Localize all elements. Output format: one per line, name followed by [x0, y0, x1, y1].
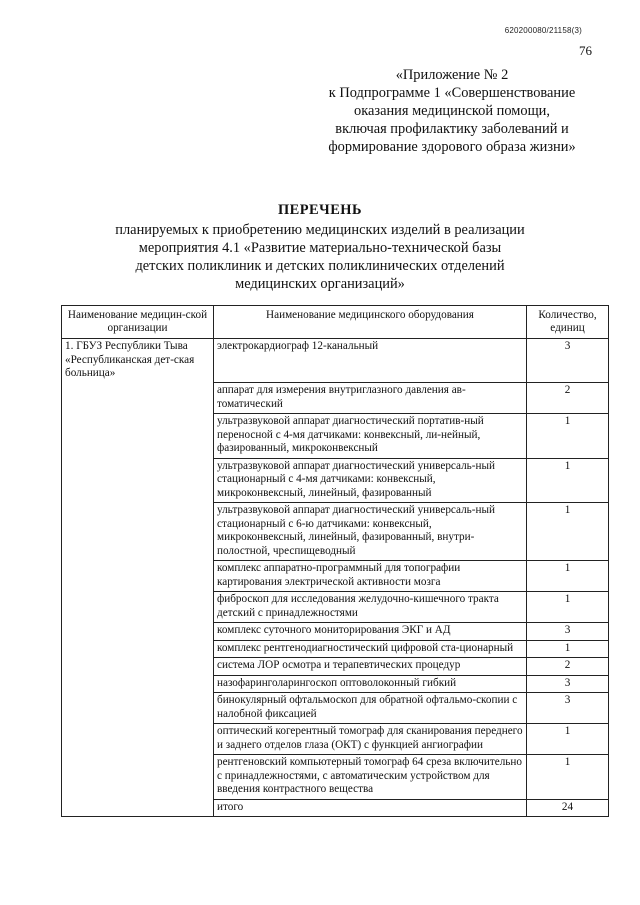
table-row	[62, 693, 609, 724]
equipment-name-cell: ультразвуковой аппарат диагностический универсаль-ный стационарный с 4-мя датчиками: конвексный, микроконвексный, линейный, фазированный	[214, 458, 527, 503]
organization-cell: 1. ГБУЗ Республики Тыва «Республиканская дет-ская больница»	[62, 339, 214, 383]
appendix-line: к Подпрограмме 1 «Совершенствование	[328, 85, 576, 101]
table-body	[62, 339, 609, 817]
equipment-name-cell: назофаринголарингоскоп оптоволоконный гибкий	[214, 675, 527, 693]
table-row	[62, 414, 609, 459]
table-row	[62, 623, 609, 641]
table-row	[62, 799, 609, 817]
organization-cell-empty	[62, 592, 214, 623]
quantity-cell: 1	[527, 592, 609, 623]
quantity-cell: 1	[527, 561, 609, 592]
equipment-name-cell: аппарат для измерения внутриглазного давления ав-томатический	[214, 383, 527, 414]
table-row	[62, 640, 609, 658]
quantity-cell: 2	[527, 383, 609, 414]
subtitle-line: мероприятия 4.1 «Развитие материально-технической базы	[138, 240, 502, 256]
organization-cell-empty	[62, 640, 214, 658]
table-row	[62, 675, 609, 693]
quantity-cell: 1	[527, 640, 609, 658]
organization-cell-empty	[62, 755, 214, 800]
appendix-line: формирование здорового образа жизни»	[328, 139, 576, 155]
document-title: ПЕРЕЧЕНЬ	[277, 202, 363, 218]
quantity-cell: 3	[527, 675, 609, 693]
organization-cell-empty	[62, 623, 214, 641]
organization-cell-empty	[62, 658, 214, 676]
equipment-name-cell: комплекс рентгенодиагностический цифровой ста-ционарный	[214, 640, 527, 658]
appendix-line: «Приложение № 2	[395, 67, 509, 83]
organization-cell-empty	[62, 503, 214, 561]
equipment-name-cell: ультразвуковой аппарат диагностический портатив-ный переносной с 4-мя датчиками: конвексный, ли-нейный, фазированный, микроконвексный	[214, 414, 527, 459]
equipment-name-cell: оптический когерентный томограф для сканирования переднего и заднего отделов глаза (ОКТ) с функцией ангиографии	[214, 724, 527, 755]
equipment-name-cell: бинокулярный офтальмоскоп для обратной офтальмо-скопии с налобной фиксацией	[214, 693, 527, 724]
equipment-name-cell: электрокардиограф 12-канальный	[214, 339, 527, 383]
quantity-cell: 3	[527, 339, 609, 383]
equipment-name-cell: комплекс суточного мониторирования ЭКГ и АД	[214, 623, 527, 641]
organization-cell-empty	[62, 799, 214, 817]
equipment-name-cell: фиброскоп для исследования желудочно-кишечного тракта детский с принадлежностями	[214, 592, 527, 623]
quantity-cell: 1	[527, 724, 609, 755]
document-id: 620200080/21158(3)	[504, 26, 582, 35]
quantity-cell: 24	[527, 799, 609, 817]
equipment-table	[61, 305, 609, 817]
organization-cell-empty	[62, 724, 214, 755]
quantity-cell: 3	[527, 623, 609, 641]
header-organization: Наименование медицин-ской организации	[62, 306, 214, 339]
subtitle-line: детских поликлиник и детских поликлинических отделений	[135, 258, 505, 274]
table-row	[62, 755, 609, 800]
quantity-cell: 1	[527, 458, 609, 503]
organization-cell-empty	[62, 414, 214, 459]
equipment-name-cell: итого	[214, 799, 527, 817]
organization-cell-empty	[62, 458, 214, 503]
document-heading	[0, 202, 640, 293]
organization-cell-empty	[62, 383, 214, 414]
equipment-name-cell: ультразвуковой аппарат диагностический универсаль-ный стационарный с 6-ю датчиками: конвексный, микроконвексный, линейный, фазированный, внутри-полостной, чреспищеводный	[214, 503, 527, 561]
organization-cell-empty	[62, 675, 214, 693]
quantity-cell: 2	[527, 658, 609, 676]
header-equipment: Наименование медицинского оборудования	[214, 306, 527, 339]
equipment-name-cell: рентгеновский компьютерный томограф 64 среза включительно с принадлежностями, с автоматическим устройством для введения контрастного вещества	[214, 755, 527, 800]
table-row	[62, 724, 609, 755]
table-row	[62, 383, 609, 414]
table-row	[62, 592, 609, 623]
subtitle-line: планируемых к приобретению медицинских изделий в реализации	[115, 222, 525, 238]
quantity-cell: 1	[527, 414, 609, 459]
table-row	[62, 561, 609, 592]
table-header-row	[62, 306, 609, 339]
appendix-line: оказания медицинской помощи,	[354, 103, 550, 119]
table-row	[62, 503, 609, 561]
organization-cell-empty	[62, 693, 214, 724]
header-quantity: Количество, единиц	[527, 306, 609, 339]
organization-cell-empty	[62, 561, 214, 592]
appendix-line: включая профилактику заболеваний и	[335, 121, 569, 137]
table-row	[62, 458, 609, 503]
quantity-cell: 1	[527, 755, 609, 800]
page-number: 76	[579, 43, 592, 58]
equipment-name-cell: комплекс аппаратно-программный для топографии картирования электрической активности мозга	[214, 561, 527, 592]
equipment-name-cell: система ЛОР осмотра и терапевтических процедур	[214, 658, 527, 676]
quantity-cell: 3	[527, 693, 609, 724]
table-row	[62, 658, 609, 676]
appendix-reference	[302, 66, 602, 156]
table-row	[62, 339, 609, 383]
subtitle-line: медицинских организаций»	[235, 276, 405, 292]
quantity-cell: 1	[527, 503, 609, 561]
